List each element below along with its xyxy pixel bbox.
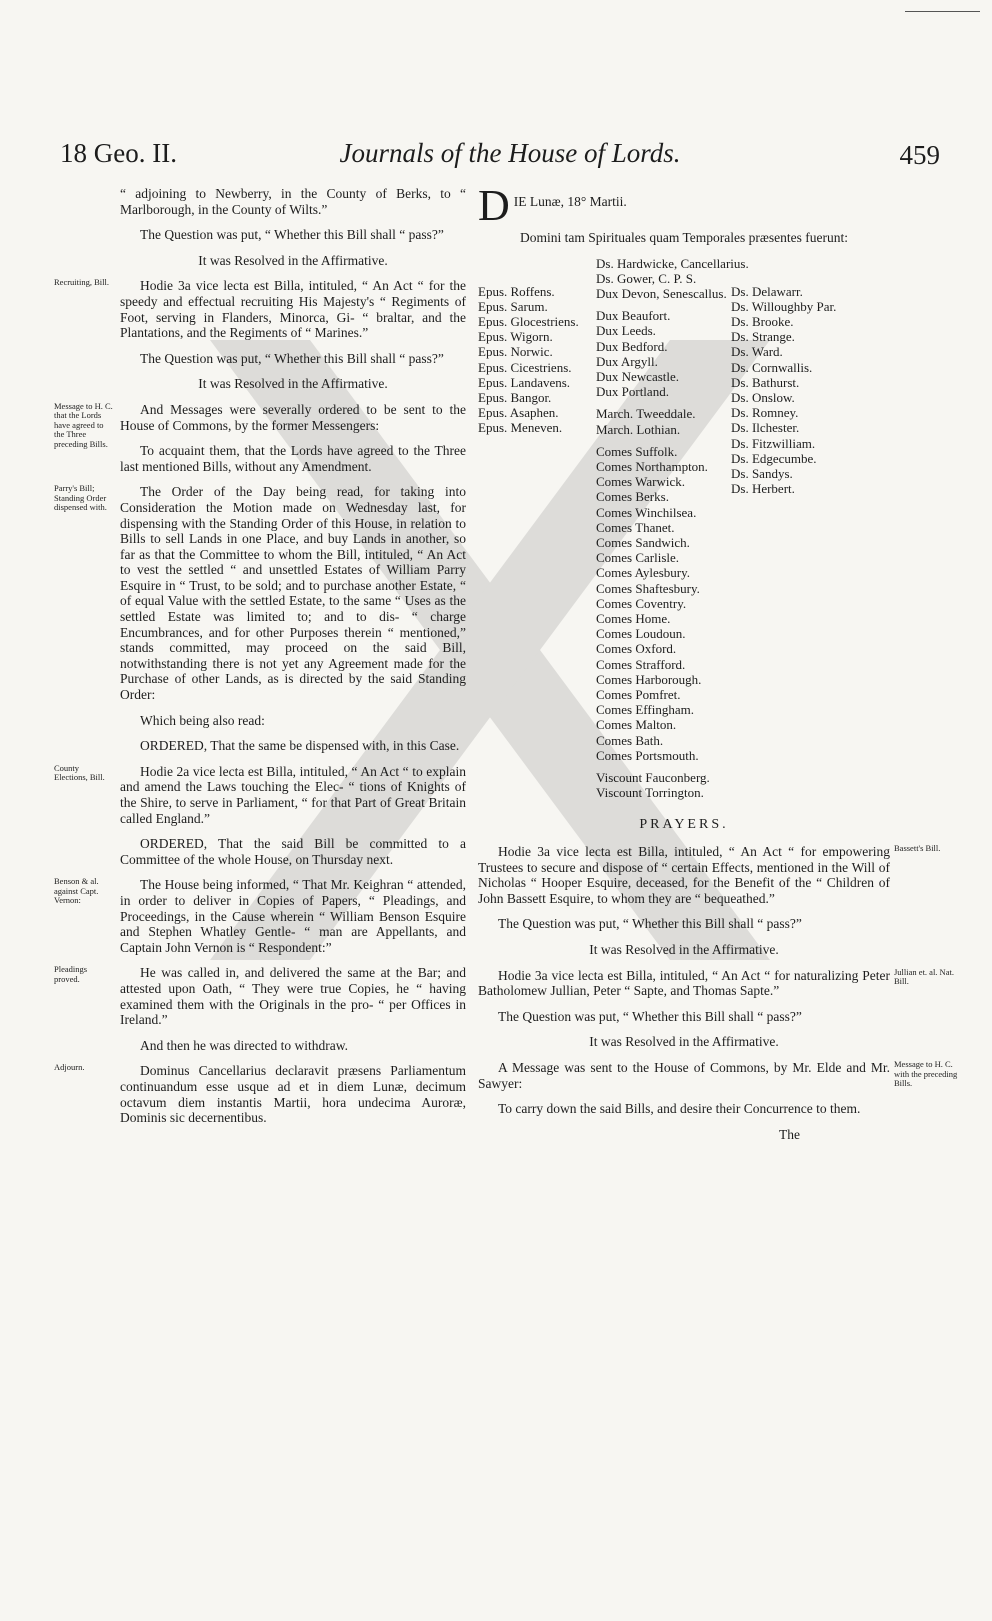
dropcap: D: [478, 181, 510, 230]
right-column: [478, 181, 958, 1142]
peer-name: Dux Argyll.: [596, 353, 658, 369]
paragraph-block: [478, 1009, 890, 1025]
paragraph-block: [120, 443, 466, 474]
peer-name: Comes Aylesbury.: [596, 565, 691, 581]
margin-note: Pleadings proved.: [54, 964, 88, 984]
paragraph-block: [54, 876, 466, 955]
paragraph: The Question was put, “ Whether this Bill shall “ pass?”: [498, 1008, 802, 1024]
catchword: The: [779, 1126, 800, 1142]
paragraph: The Question was put, “ Whether this Bill shall “ pass?”: [140, 227, 444, 243]
paragraph: And then he was directed to withdraw.: [140, 1037, 348, 1053]
peer-name: Comes Carlisle.: [596, 550, 680, 566]
peer-name: Comes Sandwich.: [596, 535, 690, 551]
baron-name: Ds. Fitzwilliam.: [731, 435, 816, 451]
paragraph-block: [478, 966, 954, 999]
list-gap: [596, 301, 731, 308]
regnal-year: 18 Geo. II.: [60, 138, 177, 168]
paragraph-block: [120, 738, 466, 754]
paragraph-block: [478, 942, 890, 958]
peer-name: Comes Berks.: [596, 489, 669, 505]
paragraph-block: [120, 1038, 466, 1054]
baron-name: Ds. Brooke.: [731, 314, 794, 329]
paragraph-block: [120, 253, 466, 269]
left-column: [54, 186, 466, 1136]
paragraph: To carry down the said Bills, and desire their Concurrence to them.: [498, 1101, 861, 1117]
bishop-name: Epus. Meneven.: [478, 420, 563, 436]
peer-name: Comes Shaftesbury.: [596, 580, 700, 596]
peer-name: Comes Coventry.: [596, 595, 687, 611]
list-gap: [596, 437, 731, 444]
paragraph-block: [54, 277, 466, 341]
baron-name: Ds. Ilchester.: [731, 420, 800, 436]
paragraph: A Message was sent to the House of Commons, by Mr. Elde and Mr. Sawyer:: [478, 1060, 890, 1091]
peer-name: Comes Strafford.: [596, 656, 686, 672]
bishop-name: Epus. Landavens.: [478, 374, 571, 390]
attendance-list: [478, 256, 890, 801]
paragraph: Hodie 3a vice lecta est Billa, intituled, “ An Act “ for the speedy and effectual recruiting His Majesty's “ Regiments of Foot, serving in Flanders, Minorca, Gi- “ braltar, and the Plantations, and the Regiments of “ Marines.”: [120, 278, 466, 341]
paragraph-block: [120, 351, 466, 367]
bishop-name: Epus. Wigorn.: [478, 329, 553, 345]
paragraph-block: [478, 1101, 890, 1117]
paragraph-block: [478, 916, 890, 932]
bishop-name: Epus. Glocestriens.: [478, 314, 579, 329]
peer-name: Comes Bath.: [596, 732, 664, 748]
baron-name: Ds. Onslow.: [731, 390, 795, 406]
peer-name: Dux Newcastle.: [596, 369, 680, 385]
bishop-name: Epus. Roffens.: [478, 283, 555, 299]
baron-name: Ds. Romney.: [731, 405, 799, 421]
peer-name: Comes Effingham.: [596, 702, 694, 718]
peer-name: Comes Thanet.: [596, 519, 675, 535]
barons-column: [731, 256, 881, 801]
paragraph-block: [54, 762, 466, 826]
paragraph: Which being also read:: [140, 712, 265, 728]
top-rule: [905, 11, 980, 12]
journal-title: Journals of the House of Lords.: [339, 138, 681, 168]
sitting-date: [478, 181, 890, 230]
page-number: 459: [899, 140, 940, 170]
margin-note: Bassett's Bill.: [894, 843, 941, 854]
baron-name: Ds. Strange.: [731, 329, 795, 345]
baron-name: Ds. Delawarr.: [731, 283, 803, 299]
margin-note: Message to H. C. with the preceding Bills.: [894, 1059, 958, 1089]
paragraph: The Order of the Day being read, for taking into Consideration the Motion made on Wednesday last, for dispensing with the Standing Order of this House, in relation to Bills to sell Lands in one Place, and buy Lands in another, so far as that the Committee to whom the Bill, intituled, “ An Act to vest the settled “ and unsettled Estates of William Parry Esquire in “ Trust, to be sold; and to purchase another Estate, “ of equal Value with the settled Estate, to the same “ Uses as the settled Estate was limited to; and to dis- “ charge Encumbrances, and for other Purposes therein “ mentioned,” stands committed, may proceed on the said Bill, notwithstanding there is not yet any Agreement made for the Purchase of other Lands, as is directed by the said Standing Order:: [120, 484, 466, 703]
paragraph-block: [54, 964, 466, 1028]
peer-name: March. Lothian.: [596, 421, 681, 437]
paragraph: It was Resolved in the Affirmative.: [589, 1034, 779, 1050]
peer-name: Comes Home.: [596, 611, 671, 627]
peer-name: Viscount Fauconberg.: [596, 770, 710, 786]
paragraph-block: [120, 836, 466, 867]
peer-name: Comes Pomfret.: [596, 687, 681, 703]
paragraph: The House being informed, “ That Mr. Keighran “ attended, in order to deliver in Copies of Papers, “ Pleadings, and Proceedings, in the Cause wherein “ William Benson Esquire and Stephen Whatley Gentle- “ man are Appellants, and Captain John Vernon is “ Respondent:”: [120, 877, 466, 955]
peer-name: Dux Devon, Senescallus.: [596, 286, 727, 301]
list-gap: [596, 399, 731, 406]
paragraph: It was Resolved in the Affirmative.: [589, 942, 779, 958]
peer-name: Comes Suffolk.: [596, 443, 678, 459]
page-header: [60, 138, 960, 178]
bishop-name: Epus. Cicestriens.: [478, 359, 572, 375]
paragraph: ORDERED, That the same be dispensed with, in this Case.: [140, 738, 460, 754]
paragraph: Hodie 2a vice lecta est Billa, intituled, “ An Act “ to explain and amend the Laws touching the Elec- “ tions of Knights of the Shire, to serve in Parliament, “ for that Part of Great Britain called England.”: [120, 763, 466, 826]
peer-name: Viscount Torrington.: [596, 785, 704, 801]
paragraph: “ adjoining to Newberry, in the County of Berks, to “ Marlborough, in the County of Wilts.”: [120, 186, 466, 217]
bishop-name: Epus. Sarum.: [478, 298, 548, 314]
peer-name: Comes Loudoun.: [596, 626, 686, 642]
peer-name: Comes Malton.: [596, 717, 677, 733]
peer-name: Dux Beaufort.: [596, 308, 671, 324]
paragraph: ORDERED, That the said Bill be committed to a Committee of the whole House, on Thursday next.: [120, 836, 466, 867]
peer-name: Comes Oxford.: [596, 641, 677, 657]
peer-name: Dux Leeds.: [596, 323, 656, 339]
paragraph: And Messages were severally ordered to be sent to the House of Commons, by the former Messengers:: [120, 401, 466, 433]
peer-name: Dux Bedford.: [596, 338, 668, 354]
right-paragraphs: [478, 843, 958, 1117]
bishops-column: [478, 256, 596, 801]
margin-note: Benson & al. against Capt. Vernon:: [54, 876, 99, 906]
paragraph-block: [478, 843, 941, 906]
peer-name: Comes Winchilsea.: [596, 504, 697, 520]
margin-note: Message to H. C. that the Lords have agreed to the Three preceding Bills.: [54, 400, 113, 449]
peer-name: Comes Northampton.: [596, 459, 708, 475]
paragraph-block: [120, 227, 466, 243]
present-line: Domini tam Spirituales quam Temporales præsentes fuerunt:: [520, 230, 848, 245]
margin-note: County Elections, Bill.: [54, 762, 105, 783]
paragraph: Dominus Cancellarius declaravit præsens Parliamentum continuandum esse usque ad et in diem Lunæ, decimum octavum diem instantis Martii, hora undecima Auroræ, Dominis sic decernentibus.: [120, 1063, 466, 1126]
peers-column: [596, 255, 749, 801]
baron-name: Ds. Bathurst.: [731, 374, 800, 390]
paragraph-block: [54, 483, 466, 703]
bishop-name: Epus. Asaphen.: [478, 405, 559, 421]
peer-name: Ds. Hardwicke, Cancellarius.: [596, 255, 749, 271]
baron-name: Ds. Herbert.: [731, 481, 795, 497]
paragraph-block: [120, 376, 466, 392]
section-heading: PRAYERS.: [639, 816, 729, 832]
paragraph: It was Resolved in the Affirmative.: [198, 252, 388, 268]
paragraph-block: [478, 1059, 958, 1091]
baron-name: Ds. Cornwallis.: [731, 359, 813, 375]
peer-name: Ds. Gower, C. P. S.: [596, 270, 697, 286]
baron-name: Ds. Edgecumbe.: [731, 450, 817, 466]
margin-note: Parry's Bill; Standing Order dispensed with.: [54, 483, 107, 513]
paragraph: It was Resolved in the Affirmative.: [198, 376, 388, 392]
paragraph: Hodie 3a vice lecta est Billa, intituled, “ An Act “ for empowering Trustees to secure and dispose of “ certain Effects, mentioned in the Will of Nicholas “ Hooper Esquire, deceased, for the Benefit of the “ Children of John Bassett Esquire, to whom they are “ bequeathed.”: [478, 844, 890, 906]
paragraph-block: [478, 1034, 890, 1050]
bishop-name: Epus. Norwic.: [478, 344, 553, 360]
peer-name: Dux Portland.: [596, 384, 669, 400]
paragraph: To acquaint them, that the Lords have agreed to the Three last mentioned Bills, without any Amendment.: [120, 443, 466, 474]
paragraph-block: [54, 1062, 466, 1126]
paragraph: The Question was put, “ Whether this Bill shall “ pass?”: [498, 916, 802, 932]
peer-name: Comes Warwick.: [596, 474, 685, 490]
baron-name: Ds. Ward.: [731, 344, 783, 360]
baron-name: Ds. Willoughby Par.: [731, 298, 837, 314]
bishop-name: Epus. Bangor.: [478, 390, 552, 406]
margin-note: Recruiting, Bill.: [54, 277, 110, 288]
paragraph: Hodie 3a vice lecta est Billa, intituled, “ An Act “ for naturalizing Peter Batholomew Jullian, Peter “ Sapte, and Thomas Sapte.”: [478, 967, 890, 999]
baron-name: Ds. Sandys.: [731, 466, 793, 482]
peer-name: March. Tweeddale.: [596, 406, 696, 422]
paragraph-block: [120, 713, 466, 729]
list-gap: [596, 763, 731, 770]
peer-name: Comes Harborough.: [596, 671, 702, 687]
date-line: IE Lunæ, 18° Martii.: [513, 194, 627, 209]
peer-name: Comes Portsmouth.: [596, 747, 699, 763]
paragraph-block: [54, 400, 466, 449]
paragraph: He was called in, and delivered the same at the Bar; and attested upon Oath, “ They were true Copies, he “ having examined them with the Originals in the pro- “ per Offices in Ireland.”: [120, 965, 466, 1028]
paragraph-block: [120, 186, 466, 217]
margin-note: Jullian et. al. Nat. Bill.: [894, 966, 954, 987]
paragraph: The Question was put, “ Whether this Bill shall “ pass?”: [140, 350, 444, 366]
margin-note: Adjourn.: [54, 1062, 85, 1073]
